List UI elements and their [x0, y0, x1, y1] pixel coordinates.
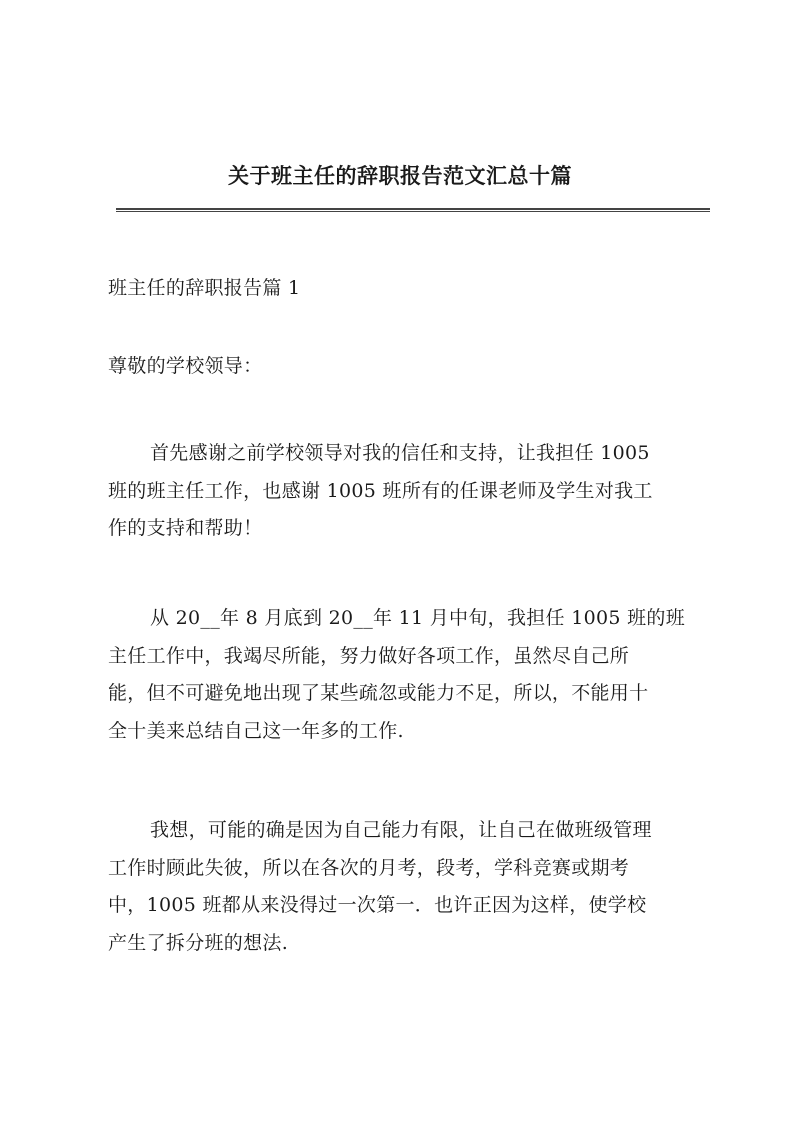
paragraph-line: 能，但不可避免地出现了某些疏忽或能力不足，所以，不能用十	[108, 682, 649, 704]
paragraph-line: 从 20__年 8 月底到 20__年 11 月中旬，我担任 1005 班的班	[150, 607, 685, 629]
paragraph-1	[108, 435, 714, 548]
paragraph-line: 中，1005 班都从来没得过一次第一．也许正因为这样，使学校	[108, 894, 647, 916]
paragraph-line: 全十美来总结自己这一年多的工作.	[108, 719, 404, 742]
section-heading: 班主任的辞职报告篇 1	[108, 277, 301, 299]
document-title: 关于班主任的辞职报告范文汇总十篇	[228, 163, 572, 188]
paragraph-line: 班的班主任工作，也感谢 1005 班所有的任课老师及学生对我工	[108, 479, 653, 502]
paragraph-line: 工作时顾此失彼，所以在各次的月考，段考，学科竞赛或期考	[108, 856, 630, 879]
paragraph-line: 首先感谢之前学校领导对我的信任和支持，让我担任 1005	[150, 442, 650, 464]
salutation: 尊敬的学校领导：	[108, 355, 263, 377]
paragraph-2	[108, 600, 714, 750]
paragraph-3	[108, 812, 714, 962]
title-divider	[116, 208, 710, 212]
paragraph-line: 产生了拆分班的想法.	[108, 931, 289, 954]
paragraph-line: 主任工作中，我竭尽所能，努力做好各项工作，虽然尽自己所	[108, 644, 630, 667]
paragraph-line: 作的支持和帮助！	[108, 517, 263, 539]
paragraph-line: 我想，可能的确是因为自己能力有限，让自己在做班级管理	[150, 819, 652, 841]
